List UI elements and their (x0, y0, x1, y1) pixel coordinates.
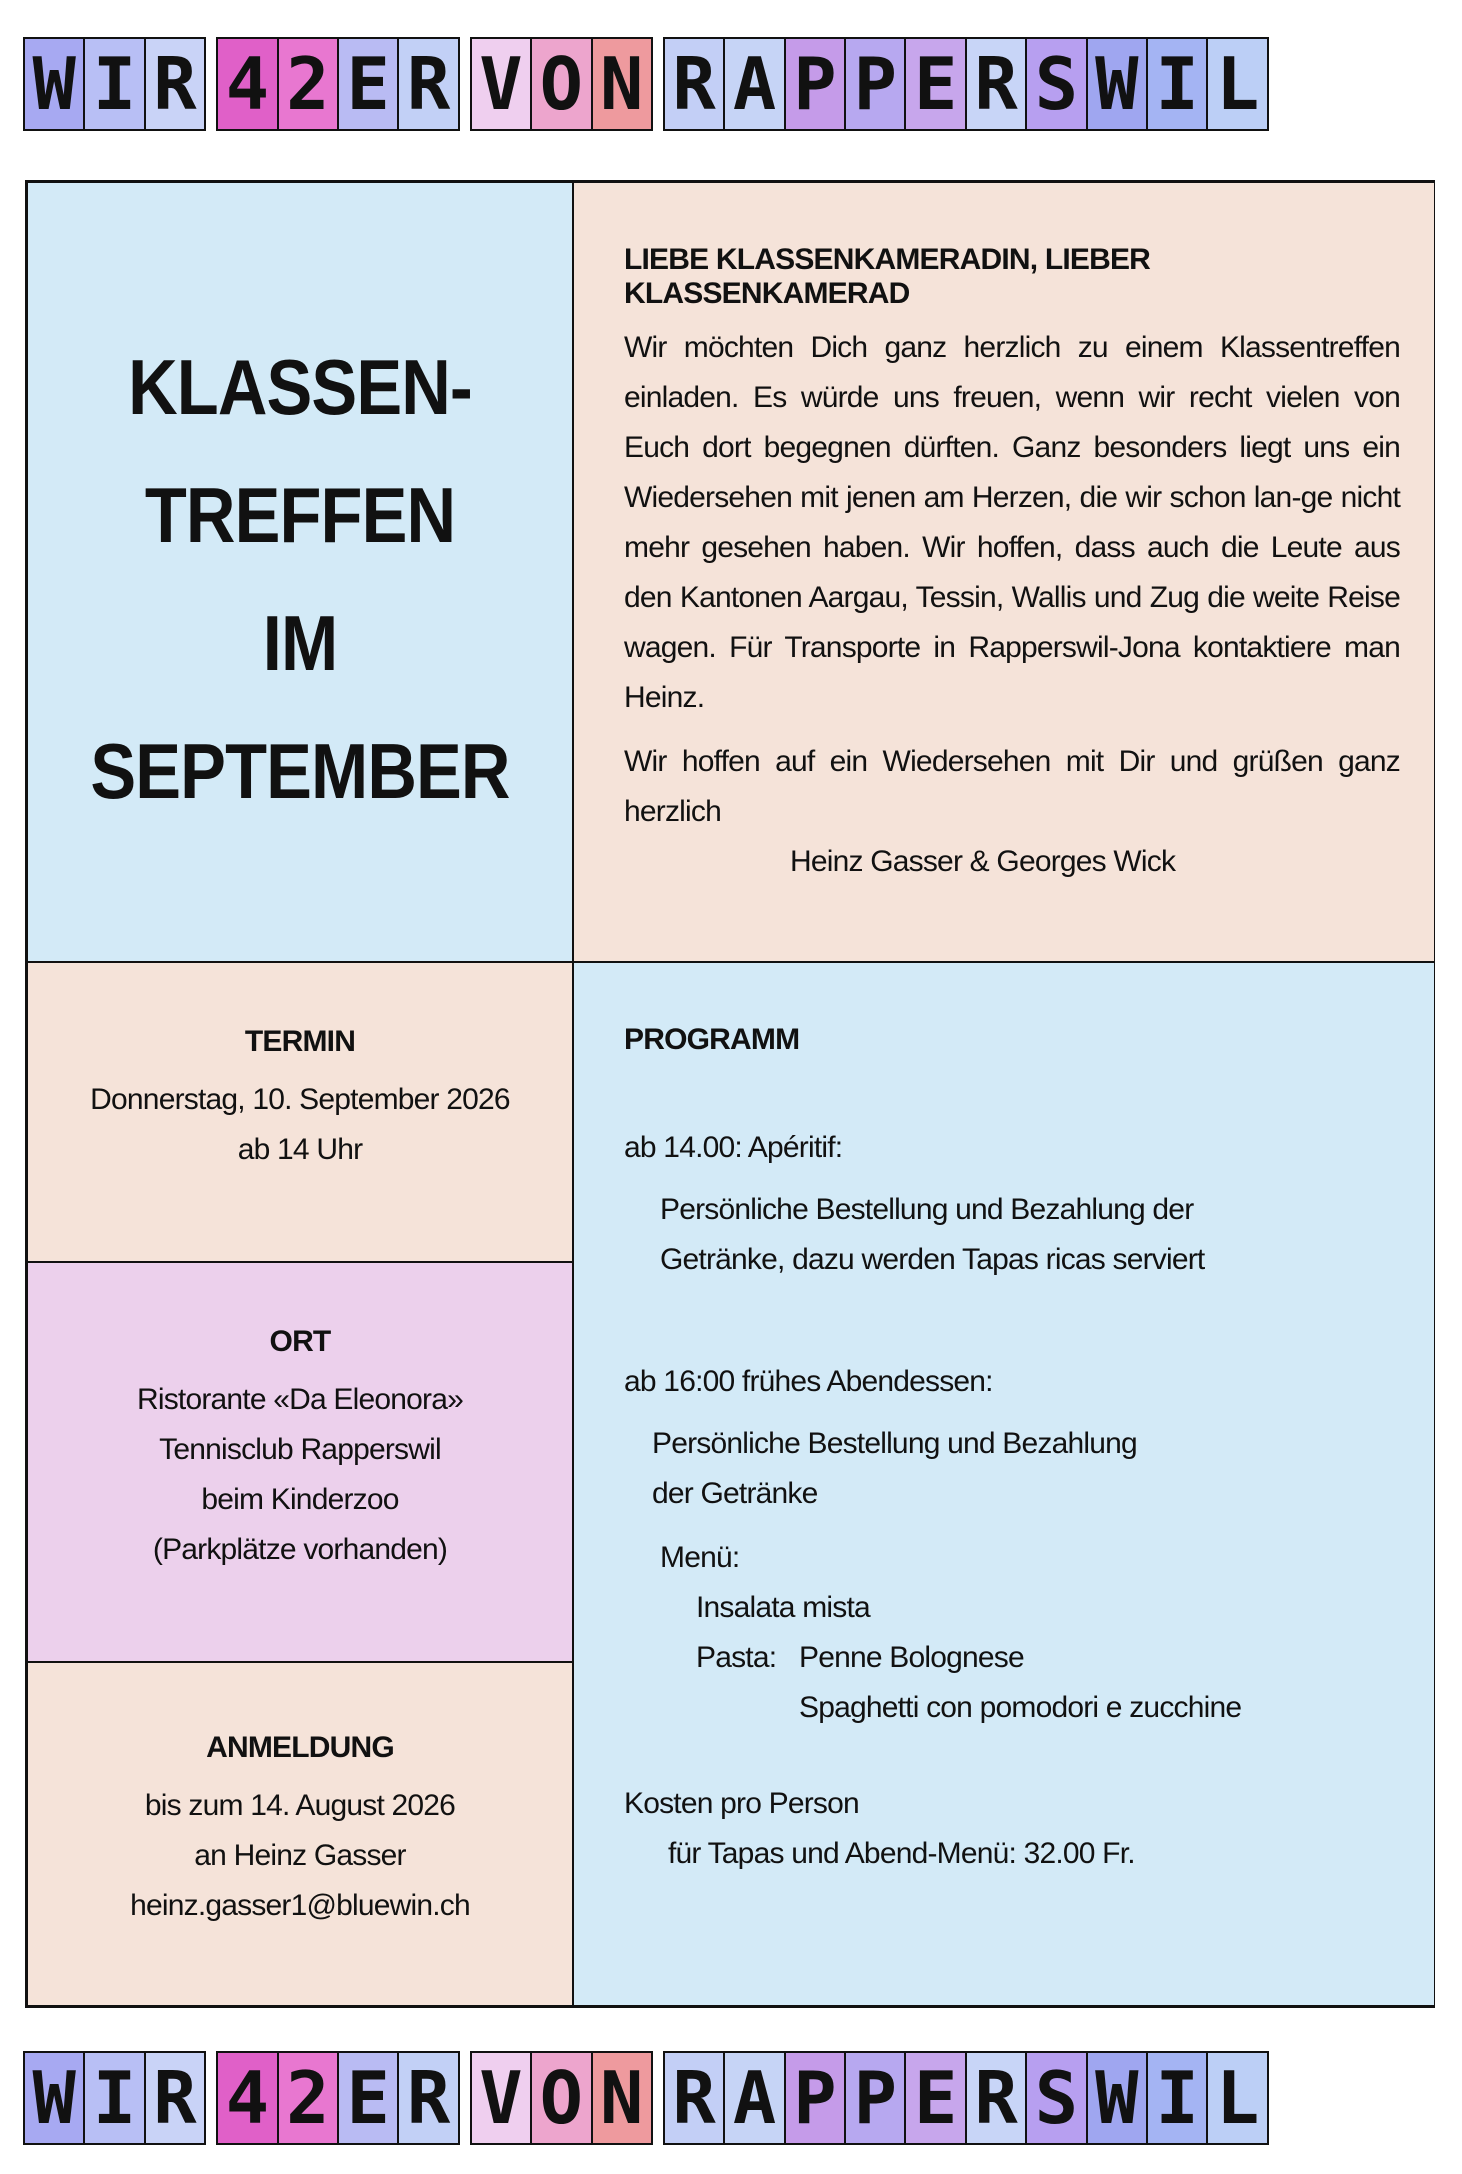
ort-line: Ristorante «Da Eleonora» (136, 1383, 463, 1416)
apero-line: Getränke, dazu werden Tapas ricas serviert (660, 1243, 1205, 1276)
ort-line: Tennisclub Rapperswil (159, 1433, 441, 1466)
banner-letter-tile: R (663, 2051, 725, 2145)
signature: Heinz Gasser & Georges Wick (790, 845, 1176, 878)
banner-letter-tile: R (144, 2051, 206, 2145)
banner-letter-tile: O (530, 37, 592, 131)
apero-time: ab 14.00: Apéritif: (624, 1131, 843, 1164)
intro-paragraph: Wir möchten Dich ganz herzlich zu einem Klassentreffen einladen. Es würde uns freuen, wenn wir recht vielen von Euch dort begegnen dürften. Ganz besonders liegt uns ein Wiedersehen mit jenen am Herzen, die wir schon lan-ge nicht mehr gesehen haben. Wir hoffen, dass auch die Leute aus den Kantonen Aargau, Tessin, Wallis und Zug die weite Reise wagen. Für Transporte in Rapperswil-Jona kontaktiere man Heinz. (624, 331, 1400, 714)
banner-letter-tile: A (723, 2051, 785, 2145)
banner-letter-tile: E (337, 37, 399, 131)
banner-letter-tile: P (784, 37, 846, 131)
banner-letter-tile: 4 (216, 37, 278, 131)
title-cell (27, 182, 573, 962)
banner-letter-tile: L (1206, 37, 1268, 131)
banner-letter-tile: N (591, 37, 653, 131)
banner-bottom (23, 2051, 1441, 2147)
dinner-line: Persönliche Bestellung und Bezahlung (652, 1427, 1137, 1460)
intro-closing: Wir hoffen auf ein Wiedersehen mit Dir und grüßen ganz herzlich (624, 745, 1400, 828)
banner-letter-tile: P (844, 2051, 906, 2145)
banner-letter-tile: V (470, 37, 532, 131)
banner-letter-tile: O (530, 2051, 592, 2145)
ort-line: beim Kinderzoo (201, 1483, 399, 1516)
menu-item: Spaghetti con pomodori e zucchine (799, 1691, 1242, 1724)
banner-letter-tile: E (904, 2051, 966, 2145)
title-line: IM (262, 599, 338, 687)
banner-letter-tile: R (663, 37, 725, 131)
banner-letter-tile: W (1086, 37, 1148, 131)
banner-letter-tile: E (904, 37, 966, 131)
banner-letter-tile: W (23, 37, 85, 131)
menu-item: Penne Bolognese (799, 1641, 1024, 1674)
banner-letter-tile: I (1146, 2051, 1208, 2145)
anmeldung-heading: ANMELDUNG (206, 1731, 394, 1764)
banner-letter-tile: I (83, 37, 145, 131)
anmeldung-deadline: bis zum 14. August 2026 (144, 1789, 456, 1822)
programm-heading: PROGRAMM (624, 1023, 800, 1056)
dinner-time: ab 16:00 frühes Abendessen: (624, 1365, 993, 1398)
banner-letter-tile: L (1206, 2051, 1268, 2145)
menu-label: Menü: (660, 1541, 740, 1574)
banner-letter-tile: E (337, 2051, 399, 2145)
termin-heading: TERMIN (244, 1025, 356, 1058)
banner-letter-tile: A (723, 37, 785, 131)
intro-cell (573, 182, 1435, 962)
anmeldung-email[interactable]: heinz.gasser1@bluewin.ch (130, 1889, 470, 1922)
cost-line: für Tapas und Abend-Menü: 32.00 Fr. (668, 1837, 1135, 1870)
banner-letter-tile: I (83, 2051, 145, 2145)
ort-cell (27, 1262, 573, 1662)
dinner-line: der Getränke (652, 1477, 818, 1510)
banner-letter-tile: I (1146, 37, 1208, 131)
ort-line: (Parkplätze vorhanden) (152, 1533, 448, 1566)
banner-letter-tile: R (397, 2051, 459, 2145)
title-line: SEPTEMBER (90, 727, 510, 815)
title-line: KLASSEN- (128, 343, 472, 431)
banner-letter-tile: R (965, 2051, 1027, 2145)
title-line: TREFFEN (144, 471, 456, 559)
banner-top (23, 37, 1441, 133)
anmeldung-cell (27, 1662, 573, 2006)
menu-pasta (624, 1633, 1400, 1683)
banner-letter-tile: 2 (277, 37, 339, 131)
banner-letter-tile: R (397, 37, 459, 131)
banner-letter-tile: W (23, 2051, 85, 2145)
anmeldung-to: an Heinz Gasser (194, 1839, 406, 1872)
banner-letter-tile: W (1086, 2051, 1148, 2145)
programm-cell (573, 962, 1435, 2006)
banner-letter-tile: R (965, 37, 1027, 131)
banner-letter-tile: 2 (277, 2051, 339, 2145)
banner-letter-tile: R (144, 37, 206, 131)
banner-letter-tile: P (784, 2051, 846, 2145)
apero-line: Persönliche Bestellung und Bezahlung der (660, 1193, 1194, 1226)
intro-heading: LIEBE KLASSENKAMERADIN, LIEBER KLASSENKAMERAD (624, 243, 1151, 310)
page-title (28, 323, 572, 835)
pasta-label: Pasta: (696, 1641, 777, 1674)
termin-time: ab 14 Uhr (237, 1133, 363, 1166)
banner-letter-tile: N (591, 2051, 653, 2145)
banner-letter-tile: P (844, 37, 906, 131)
cost-label: Kosten pro Person (624, 1787, 859, 1820)
banner-letter-tile: S (1025, 37, 1087, 131)
menu-item: Insalata mista (696, 1591, 870, 1624)
banner-letter-tile: S (1025, 2051, 1087, 2145)
banner-letter-tile: 4 (216, 2051, 278, 2145)
termin-cell (27, 962, 573, 1262)
ort-heading: ORT (269, 1325, 331, 1358)
termin-date: Donnerstag, 10. September 2026 (90, 1083, 510, 1116)
banner-letter-tile: V (470, 2051, 532, 2145)
invitation-grid (25, 180, 1435, 2008)
